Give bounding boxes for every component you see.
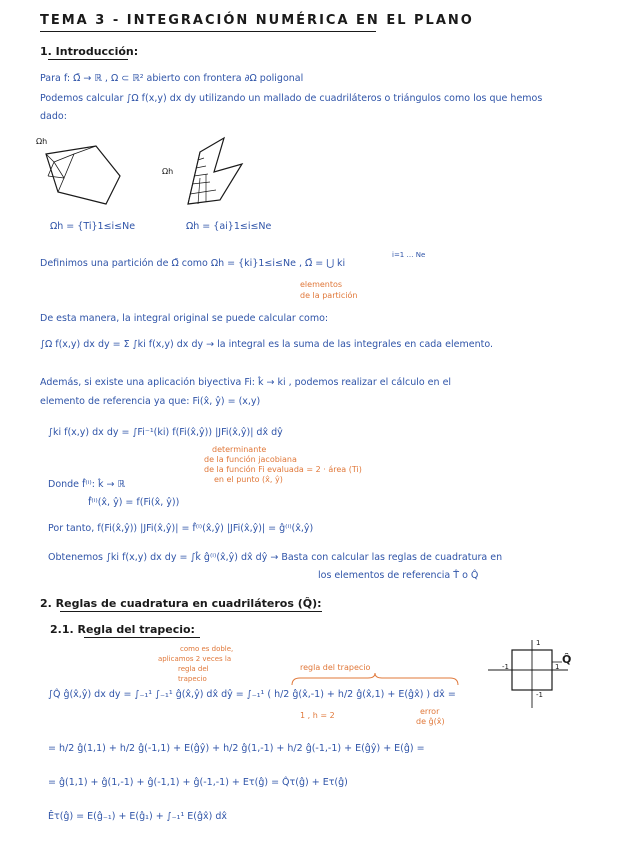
figure-label: Ωh: [36, 137, 48, 146]
annotation: como es doble,: [180, 645, 234, 653]
formula: Por tanto, f(Fi(x̂,ŷ)) |JFi(x̂,ŷ)| = f̂⁽ⁱ⁾(x̂,ŷ) |JFi(x̂,ŷ)| = ĝ⁽ⁱ⁾(x̂,ŷ): [48, 523, 314, 534]
tick-label: -1: [502, 663, 509, 671]
annotation: de ĝ(x̂): [416, 717, 445, 726]
formula: = ĝ(1,1) + ĝ(1,-1) + ĝ(-1,1) + ĝ(-1,-1) + Eτ(ĝ) = Q̂τ(ĝ) + Eτ(ĝ): [48, 777, 348, 788]
section-heading-cuadrilateros: 2. Reglas de cuadratura en cuadriláteros (Q̂):: [40, 597, 322, 610]
section-heading-introduccion: 1. Introducción:: [40, 45, 139, 58]
tick-label: -1: [536, 691, 543, 699]
formula: f̂⁽ⁱ⁾(x̂, ŷ) = f(Fi(x̂, ŷ)): [88, 497, 180, 508]
text-line: De esta manera, la integral original se puede calcular como:: [40, 313, 329, 324]
annotation: de la función jacobiana: [204, 455, 297, 464]
formula: Obtenemos ∫ki f(x,y) dx dy = ∫k̂ ĝ⁽ⁱ⁾(x̂,ŷ) dx̂ dŷ → Basta con calcular las reglas de cuadratura en: [48, 552, 503, 563]
annotation: de la partición: [300, 291, 358, 300]
annotation: elementos: [300, 280, 343, 289]
annotation: trapecio: [178, 675, 207, 683]
annotation: aplicamos 2 veces la: [158, 655, 232, 663]
tick-label: 1: [536, 639, 541, 647]
quad-mesh-figure: [180, 138, 260, 208]
formula: ∫Ω f(x,y) dx dy = Σ ∫ki f(x,y) dx dy → la integral es la suma de las integrales en cada elemento.: [40, 339, 493, 350]
text-line: dado:: [40, 111, 67, 122]
brace-overlay: [290, 676, 460, 686]
section-underline: [48, 59, 128, 60]
subsection-underline: [84, 637, 200, 638]
title-underline: [40, 31, 376, 32]
union-indices: i=1 … Ne: [392, 251, 426, 259]
subsection-heading-trapecio: 2.1. Regla del trapecio:: [50, 623, 195, 636]
text-line: Donde f̂⁽ⁱ⁾: k̂ → ℝ: [48, 479, 125, 490]
annotation: determinante: [212, 445, 267, 454]
text-line: Definimos una partición de Ω̄ como Ωh = {ki}1≤i≤Ne , Ω̄ = ⋃ ki: [40, 258, 346, 269]
formula: Êτ(ĝ) = E(ĝ₋₁) + E(ĝ₁) + ∫₋₁¹ E(ĝx̂) dx̂: [48, 811, 228, 822]
reference-square-diagram: [488, 640, 578, 710]
section-underline: [60, 611, 322, 612]
annotation: de la función Fi evaluada = 2 · área (Ti): [204, 465, 362, 474]
annotation: 1 , h = 2: [300, 711, 335, 720]
triangle-mesh-figure: [40, 140, 150, 210]
text-line: Para f: Ω̄ → ℝ , Ω ⊂ ℝ² abierto con frontera ∂Ω poligonal: [40, 73, 304, 84]
formula: ∫Q̂ ĝ(x̂,ŷ) dx dy = ∫₋₁¹ ∫₋₁¹ ĝ(x̂,ŷ) dx̂ dŷ = ∫₋₁¹ ( h/2 ĝ(x̂,-1) + h/2 ĝ(x̂,1) + E(ĝx̂) ) dx̂ =: [48, 689, 456, 700]
figure-label: Ωh: [162, 167, 174, 176]
text-line: Podemos calcular ∫Ω f(x,y) dx dy utilizando un mallado de cuadriláteros o triángulos como los que hemos: [40, 93, 543, 104]
formula: = h/2 ĝ(1,1) + h/2 ĝ(-1,1) + E(ĝŷ) + h/2 ĝ(1,-1) + h/2 ĝ(-1,-1) + E(ĝŷ) + E(ĝ) =: [48, 743, 425, 754]
page-title: TEMA 3 - INTEGRACIÓN NUMÉRICA EN EL PLANO: [40, 13, 474, 28]
text-line: elemento de referencia ya que: Fi(x̂, ŷ) = (x,y): [40, 396, 261, 407]
formula: Ωh = {ai}1≤i≤Ne: [186, 221, 272, 232]
square-label: Q̂: [562, 653, 572, 666]
formula: ∫ki f(x,y) dx dy = ∫Fi⁻¹(ki) f(Fi(x̂,ŷ)) |JFi(x̂,ŷ)| dx̂ dŷ: [48, 427, 283, 438]
annotation: regla del: [178, 665, 209, 673]
formula: Ωh = {Ti}1≤i≤Ne: [50, 221, 136, 232]
text-line: Además, si existe una aplicación biyectiva Fi: k̂ → ki , podemos realizar el cálculo en el: [40, 377, 452, 388]
annotation: error: [420, 707, 440, 716]
annotation: en el punto (x̂, ŷ): [214, 475, 283, 484]
annotation: regla del trapecio: [300, 663, 371, 672]
text-line: los elementos de referencia T̂ o Q̂: [318, 570, 479, 581]
tick-label: 1: [555, 663, 560, 671]
